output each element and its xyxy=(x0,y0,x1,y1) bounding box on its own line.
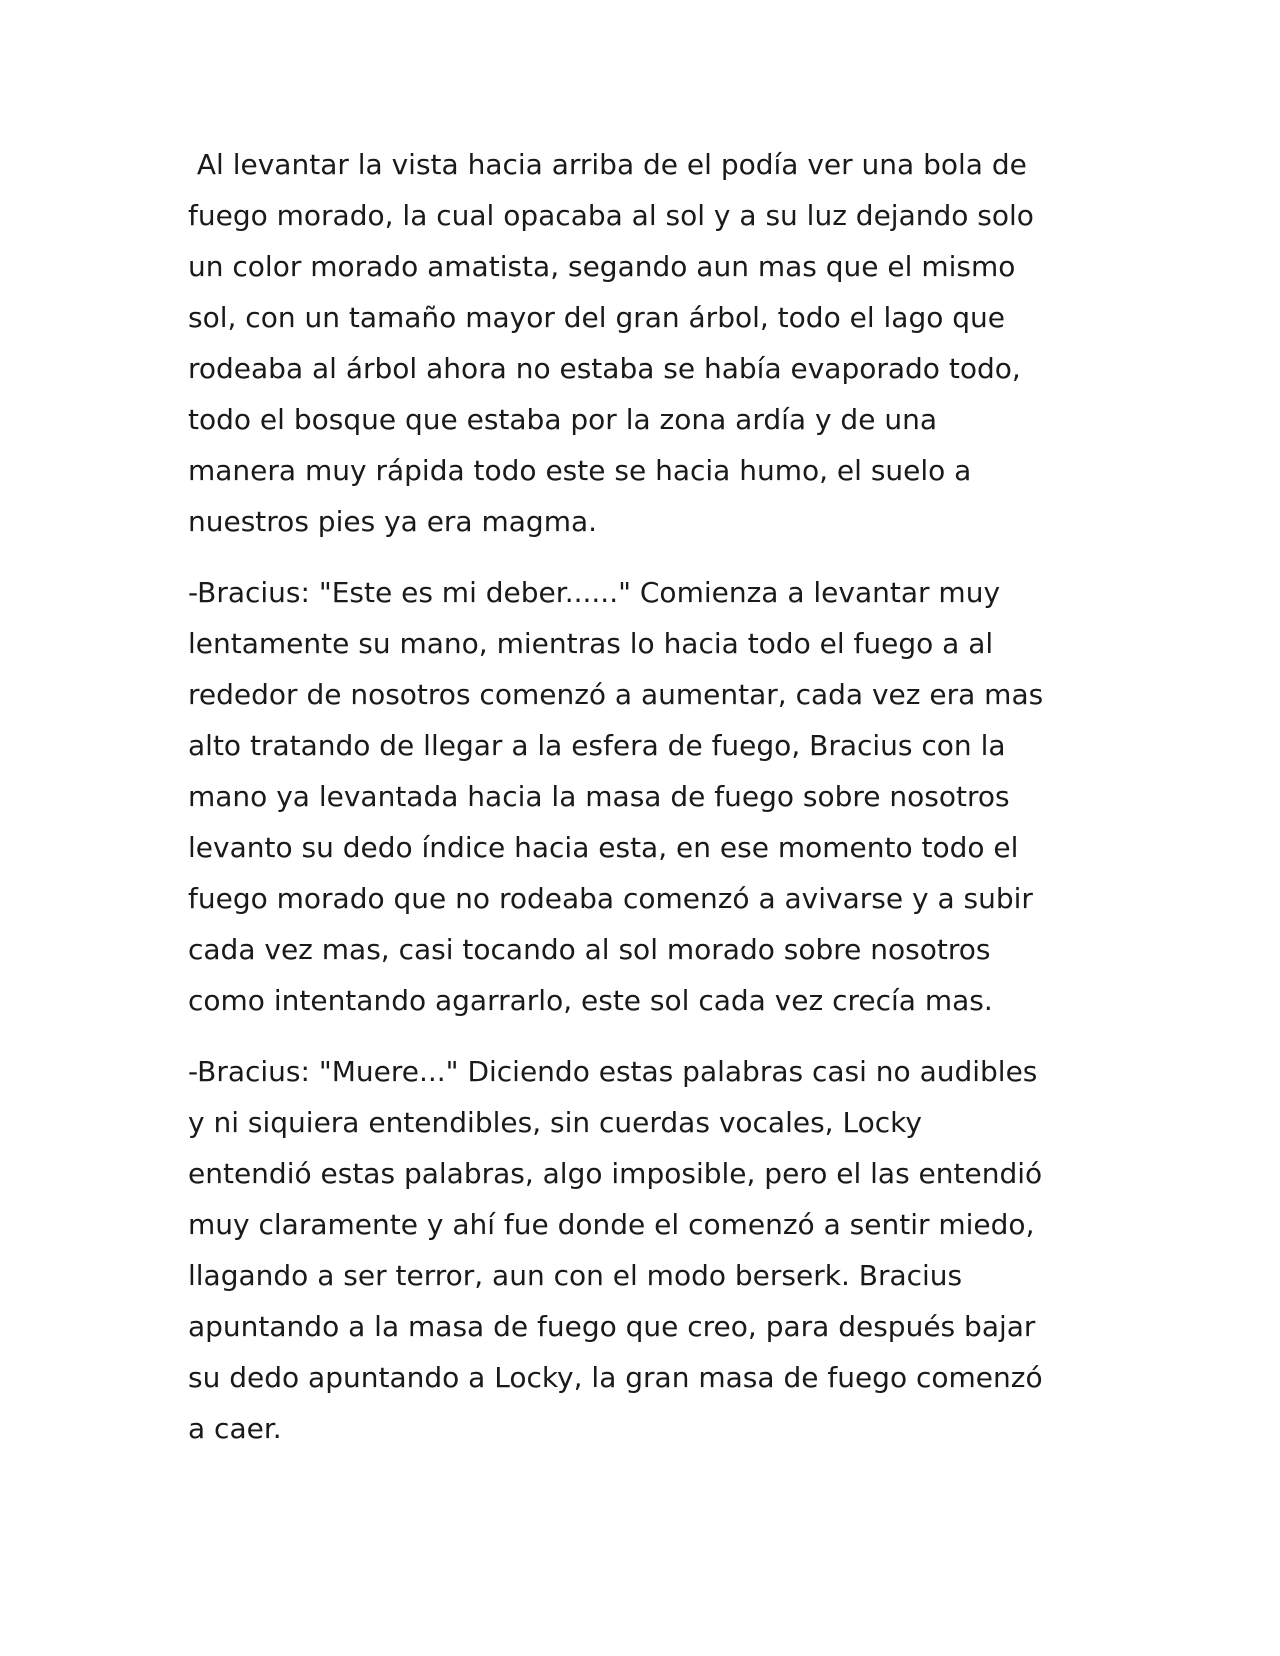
text-line: entendió estas palabras, algo imposible, pero el las entendió xyxy=(188,1157,1043,1190)
text-line: rededor de nosotros comenzó a aumentar, cada vez era mas xyxy=(188,678,1044,711)
text-line: fuego morado, la cual opacaba al sol y a su luz dejando solo xyxy=(188,199,1034,232)
text-line: apuntando a la masa de fuego que creo, para después bajar xyxy=(188,1310,1036,1343)
paragraph-2 xyxy=(188,567,1088,1026)
text-line: y ni siquiera entendibles, sin cuerdas vocales, Locky xyxy=(188,1106,922,1139)
text-line: como intentando agarrarlo, este sol cada vez crecía mas. xyxy=(188,984,993,1017)
text-line: -Bracius: "Muere..." Diciendo estas palabras casi no audibles xyxy=(188,1055,1038,1088)
paragraph-3 xyxy=(188,1046,1088,1454)
text-line: fuego morado que no rodeaba comenzó a avivarse y a subir xyxy=(188,882,1033,915)
text-line: rodeaba al árbol ahora no estaba se había evaporado todo, xyxy=(188,352,1021,385)
text-line: Al levantar la vista hacia arriba de el podía ver una bola de xyxy=(188,148,1027,181)
text-line: sol, con un tamaño mayor del gran árbol, todo el lago que xyxy=(188,301,1005,334)
text-line: manera muy rápida todo este se hacia humo, el suelo a xyxy=(188,454,972,487)
text-line: cada vez mas, casi tocando al sol morado sobre nosotros xyxy=(188,933,991,966)
text-line: su dedo apuntando a Locky, la gran masa de fuego comenzó xyxy=(188,1361,1043,1394)
text-line: un color morado amatista, segando aun mas que el mismo xyxy=(188,250,1016,283)
document-body xyxy=(188,139,1088,1474)
text-line: a caer. xyxy=(188,1412,282,1445)
text-line: alto tratando de llegar a la esfera de fuego, Bracius con la xyxy=(188,729,1006,762)
paragraph-1 xyxy=(188,139,1088,547)
text-line: nuestros pies ya era magma. xyxy=(188,505,598,538)
text-line: -Bracius: "Este es mi deber......" Comienza a levantar muy xyxy=(188,576,1001,609)
text-line: lentamente su mano, mientras lo hacia todo el fuego a al xyxy=(188,627,994,660)
text-line: levanto su dedo índice hacia esta, en ese momento todo el xyxy=(188,831,1019,864)
text-line: todo el bosque que estaba por la zona ardía y de una xyxy=(188,403,937,436)
text-line: muy claramente y ahí fue donde el comenzó a sentir miedo, xyxy=(188,1208,1035,1241)
text-line: mano ya levantada hacia la masa de fuego sobre nosotros xyxy=(188,780,1010,813)
text-line: llagando a ser terror, aun con el modo berserk. Bracius xyxy=(188,1259,963,1292)
